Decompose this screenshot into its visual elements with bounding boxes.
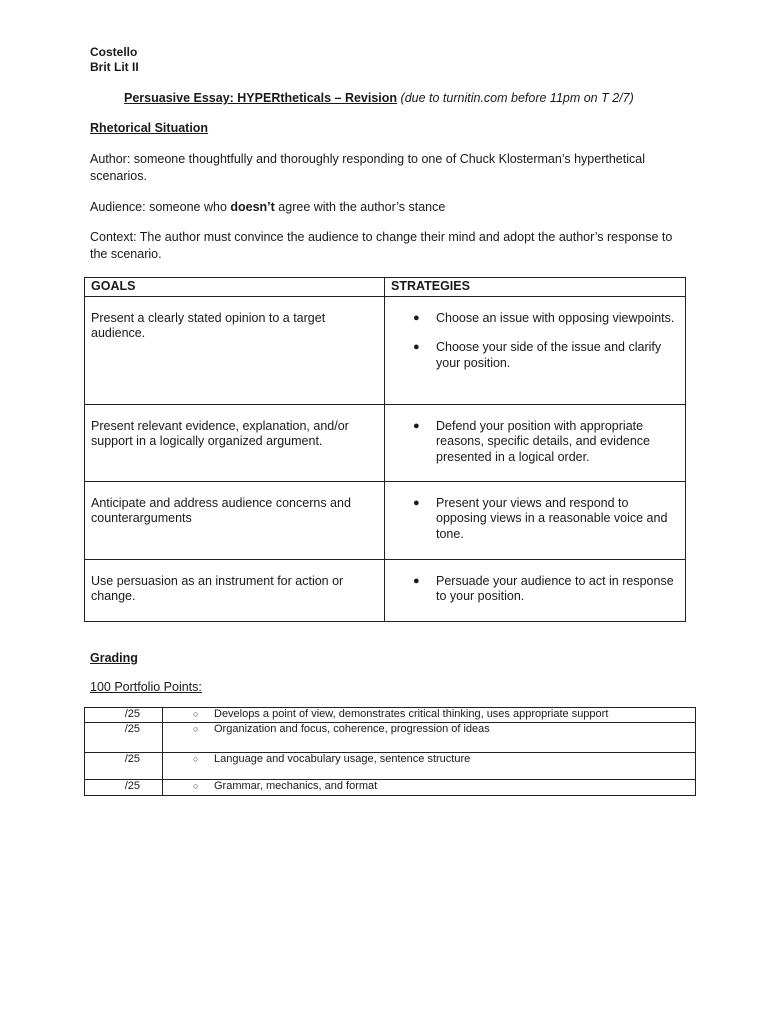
- list-item: [411, 419, 679, 466]
- apple-icon: ●: [413, 341, 420, 353]
- context-paragraph: Context: The author must convince the audience to change their mind and adopt the author’s response to the scenario.: [90, 230, 673, 261]
- list-item: [411, 340, 679, 371]
- course-name: Brit Lit II: [90, 60, 139, 74]
- apple-icon: ●: [413, 419, 420, 432]
- table-row: [85, 708, 696, 723]
- strategies-header: STRATEGIES: [385, 278, 686, 297]
- table-row: [85, 723, 696, 753]
- goal-cell: Use persuasion as an instrument for action or change.: [85, 559, 385, 621]
- strategy-text: Choose your side of the issue and clarify your position.: [436, 340, 662, 370]
- grading-heading: Grading: [90, 651, 138, 665]
- list-item: [411, 496, 679, 543]
- criteria-text: Develops a point of view, demonstrates critical thinking, uses appropriate support: [214, 708, 609, 720]
- apple-icon: ●: [413, 496, 420, 509]
- assignment-title: [124, 91, 634, 105]
- criteria-cell: [163, 780, 696, 796]
- score-cell: /25: [85, 708, 163, 723]
- table-row: [85, 753, 696, 780]
- due-date: (due to turnitin.com before 11pm on T 2/7): [397, 91, 634, 105]
- author-name: Costello: [90, 45, 138, 59]
- table-row: [85, 559, 686, 621]
- goal-cell: Present relevant evidence, explanation, and/or support in a logically organized argument.: [85, 404, 385, 481]
- goal-cell: Present a clearly stated opinion to a target audience.: [85, 296, 385, 404]
- table-header-row: [85, 278, 686, 297]
- table-row: [85, 780, 696, 796]
- score-cell: /25: [85, 753, 163, 780]
- audience-bold: doesn’t: [230, 200, 275, 214]
- table-row: [85, 296, 686, 404]
- list-item: [411, 311, 679, 327]
- strategy-cell: [385, 559, 686, 621]
- strategy-text: Defend your position with appropriate reasons, specific details, and evidence presented in a logical order.: [436, 418, 651, 464]
- criteria-cell: [163, 723, 696, 753]
- strategy-text: Present your views and respond to opposing views in a reasonable voice and tone.: [436, 495, 668, 541]
- table-row: [85, 481, 686, 559]
- score-cell: /25: [85, 723, 163, 753]
- criteria-cell: [163, 753, 696, 780]
- criteria-text: Organization and focus, coherence, progression of ideas: [214, 723, 490, 735]
- goals-strategies-table: [84, 277, 686, 622]
- strategy-text: Choose an issue with opposing viewpoints.: [436, 310, 675, 325]
- criteria-text: Grammar, mechanics, and format: [214, 780, 378, 792]
- circle-bullet-icon: ○: [193, 754, 199, 764]
- audience-post: agree with the author’s stance: [274, 200, 446, 214]
- points-label: 100 Portfolio Points:: [90, 680, 202, 694]
- strategy-cell: [385, 404, 686, 481]
- audience-pre: Audience: someone who: [90, 200, 231, 214]
- circle-bullet-icon: ○: [193, 781, 199, 791]
- score-cell: /25: [85, 780, 163, 796]
- grading-table: [84, 707, 696, 796]
- author-paragraph: Author: someone thoughtfully and thoroughly responding to one of Chuck Klosterman’s hyperthetical scenarios.: [90, 152, 645, 183]
- strategy-cell: [385, 481, 686, 559]
- rhetorical-heading: Rhetorical Situation: [90, 121, 209, 135]
- strategy-text: Persuade your audience to act in response to your position.: [436, 573, 674, 603]
- apple-icon: ●: [413, 311, 420, 324]
- apple-icon: ●: [413, 574, 420, 587]
- criteria-cell: [163, 708, 696, 723]
- circle-bullet-icon: ○: [193, 724, 199, 734]
- criteria-text: Language and vocabulary usage, sentence structure: [214, 753, 471, 765]
- table-row: [85, 404, 686, 481]
- goals-header: GOALS: [85, 278, 385, 297]
- circle-bullet-icon: ○: [193, 709, 199, 719]
- strategy-cell: [385, 296, 686, 404]
- goal-cell: Anticipate and address audience concerns and counterarguments: [85, 481, 385, 559]
- audience-paragraph: [90, 199, 680, 216]
- title-main: Persuasive Essay: HYPERtheticals – Revision: [124, 91, 398, 105]
- list-item: [411, 574, 679, 605]
